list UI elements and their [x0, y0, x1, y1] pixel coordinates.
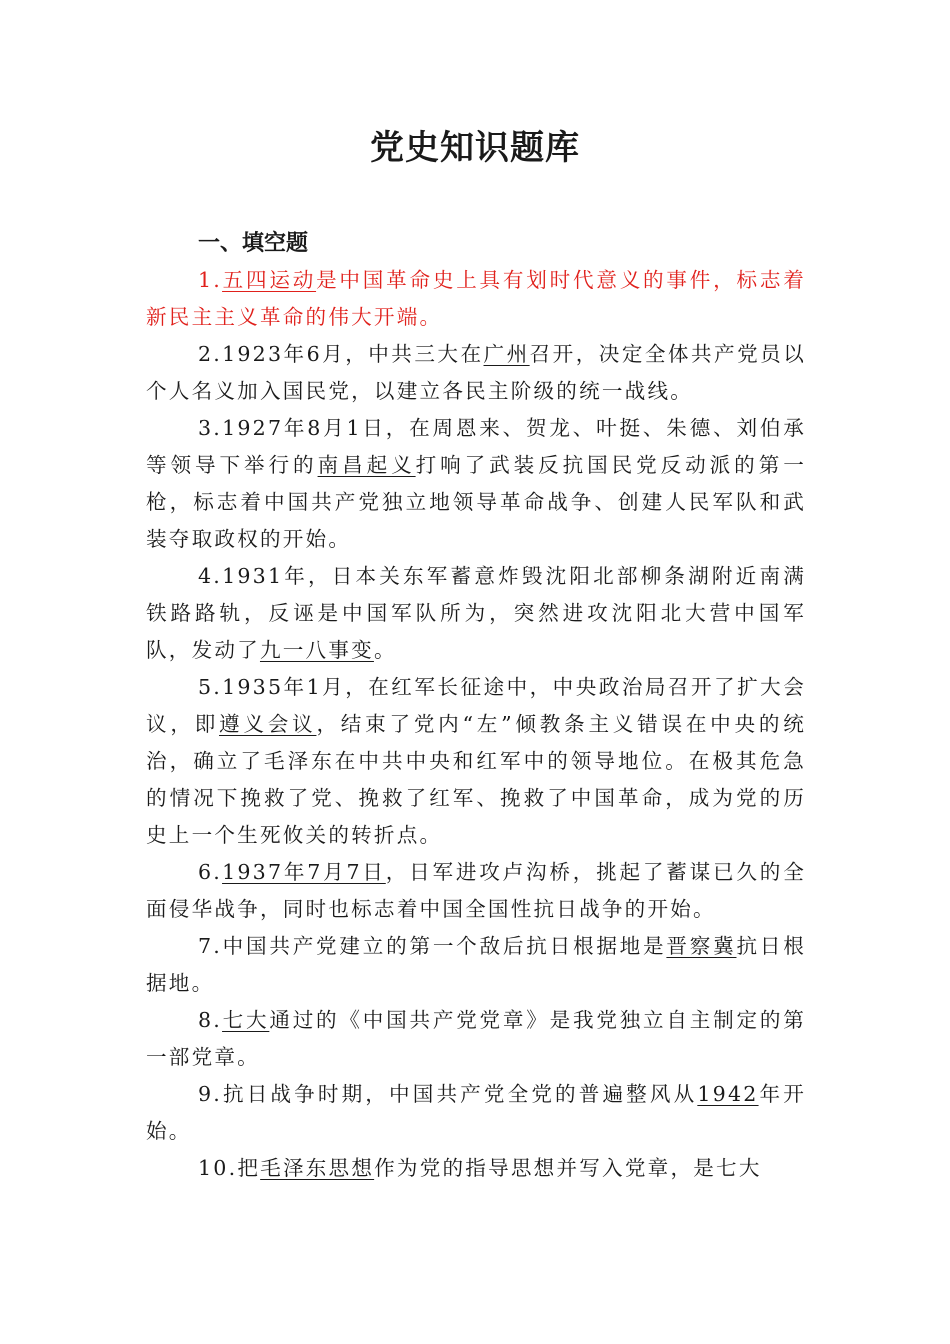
question-number: 10.: [198, 1156, 238, 1180]
question-item: [146, 336, 806, 410]
question-item: [146, 1076, 806, 1150]
answer-blank: 南昌起义: [317, 453, 416, 477]
answer-blank: 九一八事变: [259, 638, 374, 662]
question-text-before: 抗日战争时期，中国共产党全党的普遍整风从: [222, 1082, 698, 1106]
answer-blank: 七大: [222, 1008, 270, 1032]
question-number: 6.: [198, 860, 223, 884]
question-item: [146, 558, 806, 669]
section-heading: 一、填空题: [198, 231, 309, 256]
question-text-after: 年开始。: [146, 1082, 806, 1143]
answer-blank: 1937年7月7日: [222, 860, 386, 884]
question-number: 4.: [198, 564, 223, 588]
question-text-after: 通过的《中国共产党党章》是我党独立自主制定的第一部党章。: [146, 1008, 806, 1069]
question-item: [146, 1150, 806, 1187]
question-text-after: ，日军进攻卢沟桥，挑起了蓄谋已久的全面侵华战争，同时也标志着中国全国性抗日战争的开始。: [146, 860, 806, 921]
answer-blank: 广州: [483, 342, 530, 366]
question-text-before: 1927年8月1日，在周恩来、贺龙、叶挺、朱德、刘伯承等领导下举行的: [146, 416, 806, 477]
question-number: 2.: [198, 342, 223, 366]
question-text-after: 召开，决定全体共产党员以个人名义加入国民党，以建立各民主阶级的统一战线。: [146, 342, 806, 403]
question-item: [146, 928, 806, 1002]
question-number: 5.: [198, 675, 223, 699]
question-item: [146, 410, 806, 558]
question-text-before: 1931年，日本关东军蓄意炸毁沈阳北部柳条湖附近南满铁路路轨，反诬是中国军队所为，突然进攻沈阳北大营中国军队，发动了: [146, 564, 806, 662]
question-number: 9.: [198, 1082, 223, 1106]
question-text-before: 中国共产党建立的第一个敌后抗日根据地是: [222, 934, 667, 958]
question-number: 7.: [198, 934, 223, 958]
answer-blank: 遵义会议: [219, 712, 317, 736]
page-title: 党史知识题库: [370, 128, 580, 168]
question-text-after: 抗日根据地。: [146, 934, 806, 995]
question-list: [146, 262, 806, 1187]
question-text-after: 。: [373, 638, 397, 662]
question-item: [146, 669, 806, 854]
question-text-after: ，结束了党内“左”倾教条主义错误在中央的统治，确立了毛泽东在中共中央和红军中的领导地位。在极其危急的情况下挽救了党、挽救了红军、挽救了中国革命，成为党的历史上一个生死攸关的转折点。: [146, 712, 806, 847]
question-text-after: 打响了武装反抗国民党反动派的第一枪，标志着中国共产党独立地领导革命战争、创建人民军队和武装夺取政权的开始。: [146, 453, 806, 551]
question-text-after: 作为党的指导思想并写入党章，是七大: [374, 1156, 762, 1180]
question-text-before: 1935年1月，在红军长征途中，中央政治局召开了扩大会议，即: [146, 675, 806, 736]
question-text-before: 1923年6月，中共三大在: [222, 342, 484, 366]
question-item: [146, 1002, 806, 1076]
question-number: 3.: [198, 416, 223, 440]
answer-blank: 1942: [697, 1082, 759, 1106]
question-number: 1.: [198, 268, 223, 292]
question-item: [146, 262, 806, 336]
answer-blank: 晋察冀: [666, 934, 737, 958]
answer-blank: 毛泽东思想: [260, 1156, 375, 1180]
answer-blank: 五四运动: [222, 268, 317, 292]
question-text-before: 把: [237, 1156, 261, 1180]
question-number: 8.: [198, 1008, 223, 1032]
question-text-after: 是中国革命史上具有划时代意义的事件，标志着新民主主义革命的伟大开端。: [146, 268, 806, 329]
question-item: [146, 854, 806, 928]
